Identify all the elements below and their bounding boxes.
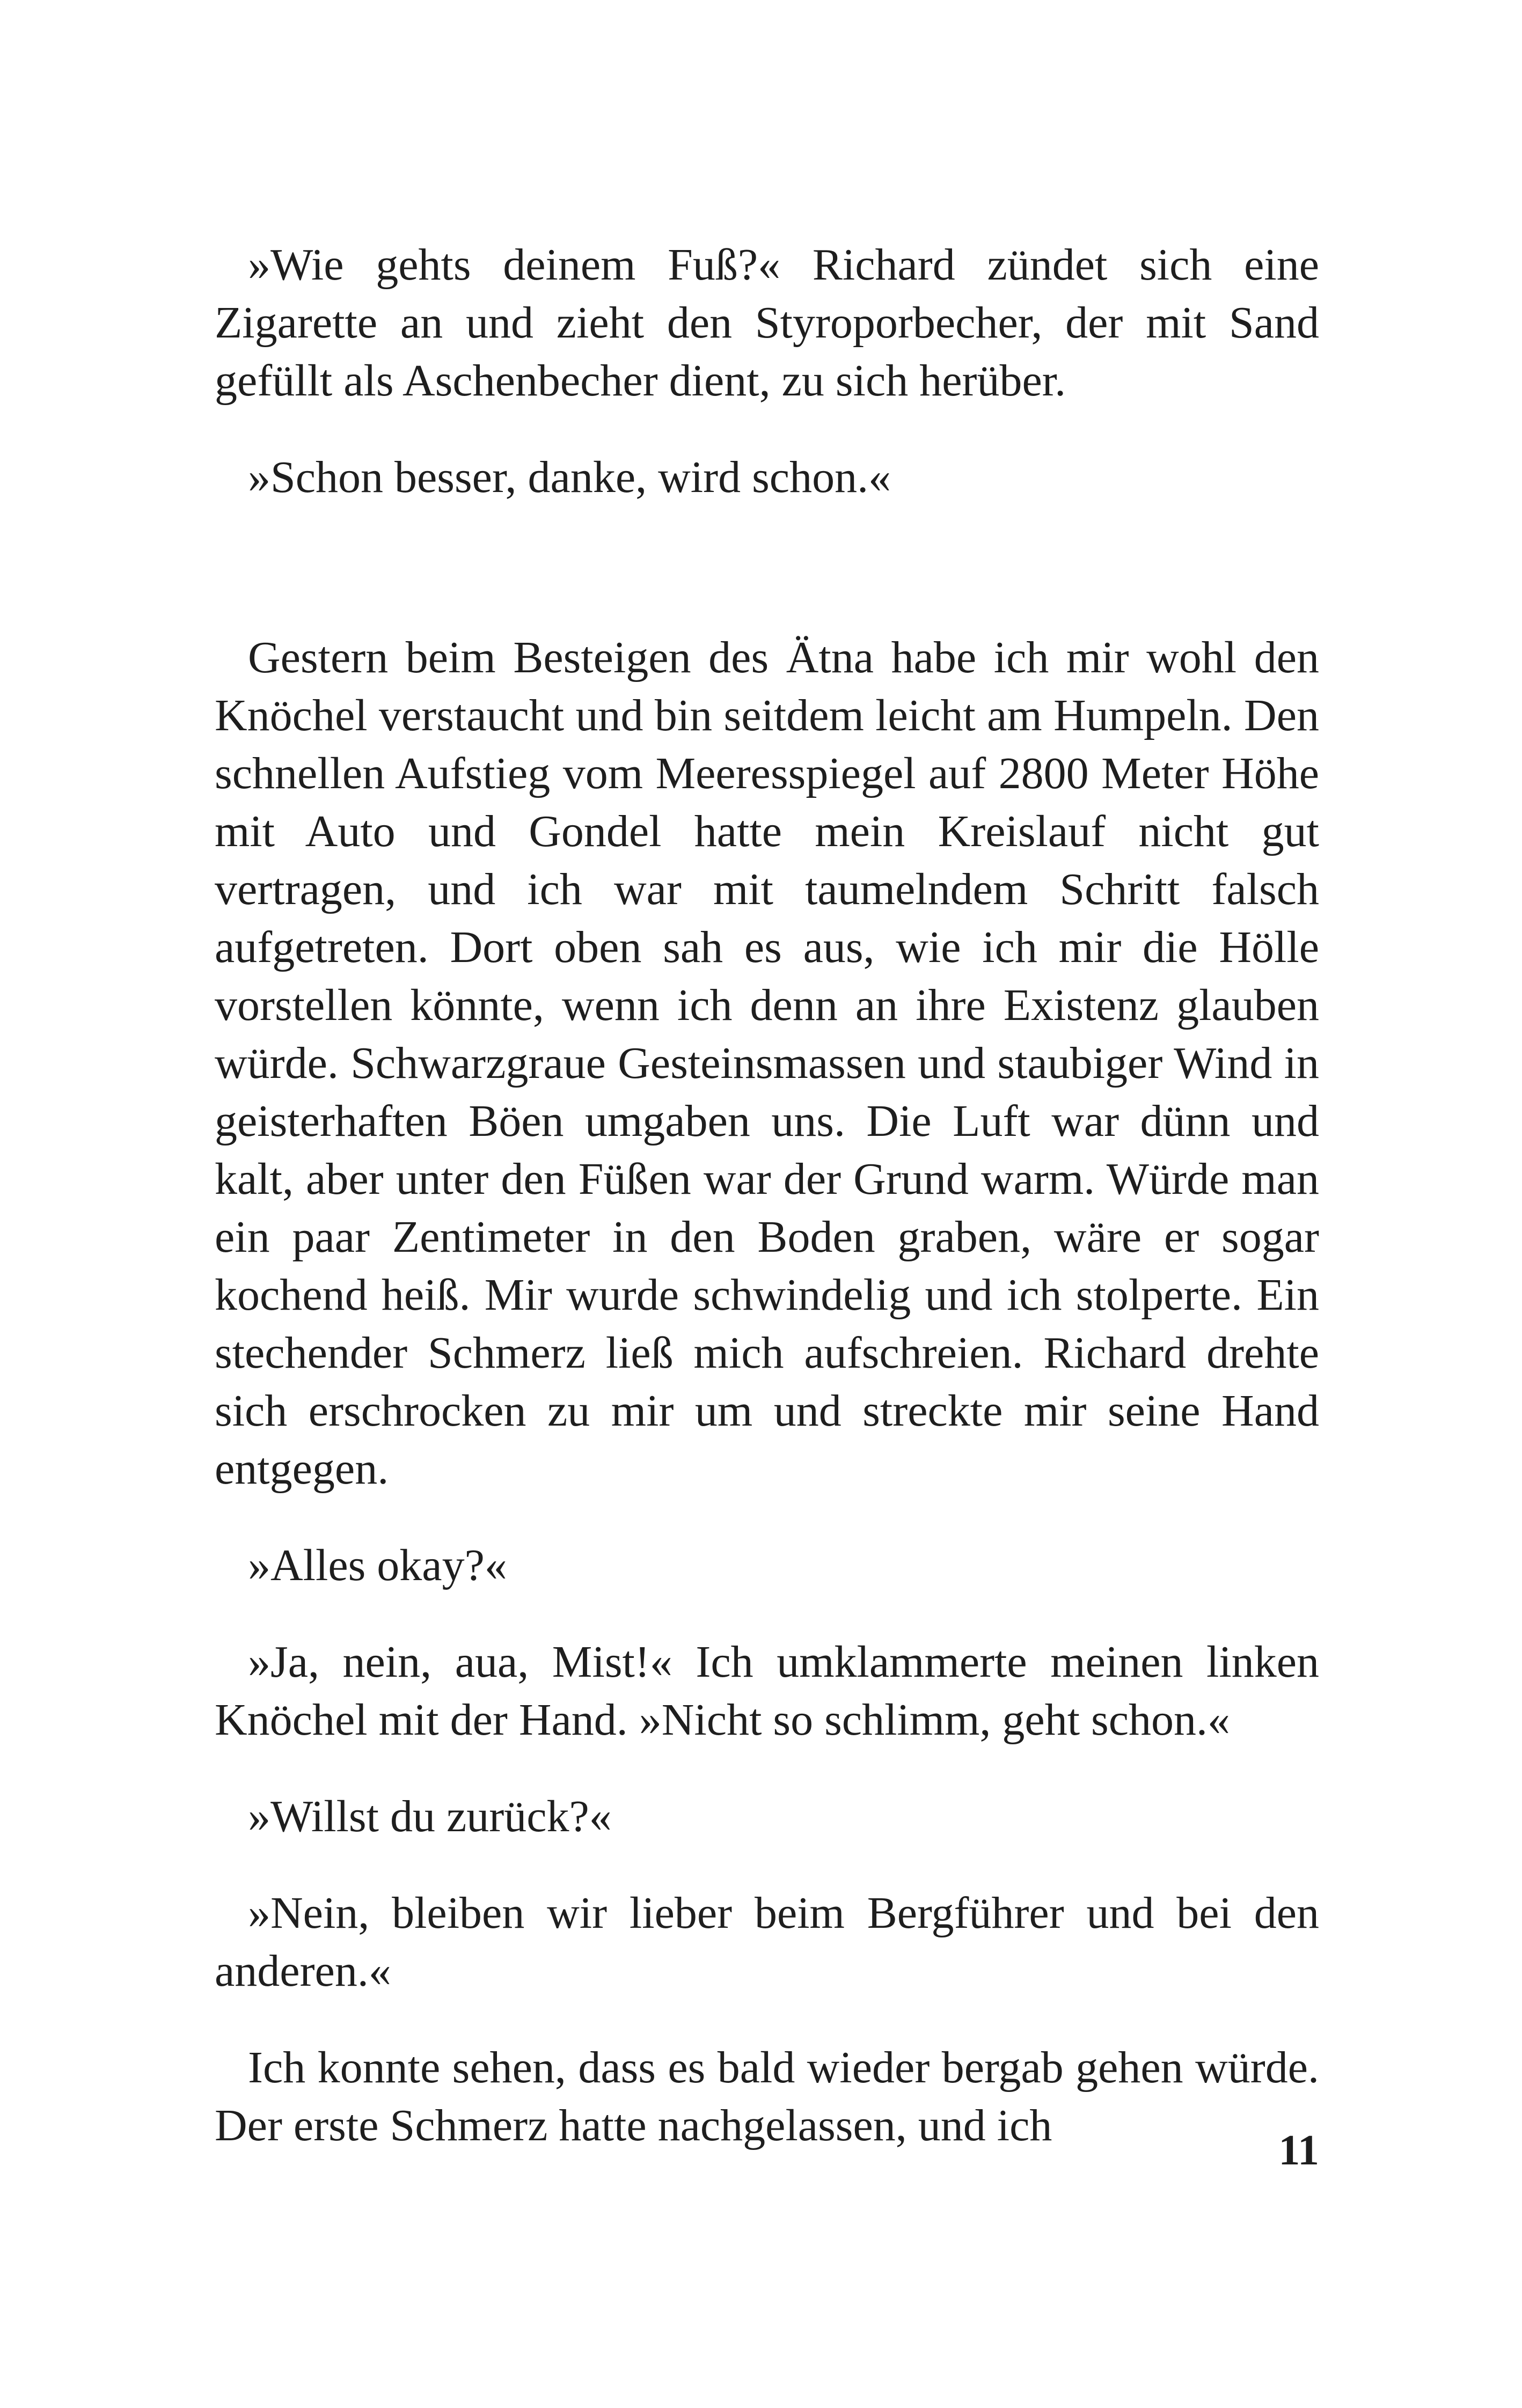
text-block-flashback	[215, 629, 1319, 2155]
paragraph-dialogue: »Ja, nein, aua, Mist!« Ich umklammerte meinen linken Knöchel mit der Hand. »Nicht so schlimm, geht schon.«	[215, 1637, 1319, 1745]
paragraph-dialogue: »Alles okay?«	[248, 1540, 507, 1590]
paragraph-dialogue-question: »Wie gehts deinem Fuß?« Richard zündet sich eine Zigarette an und zieht den Styroporbecher, der mit Sand gefüllt als Aschenbecher dient, zu sich herüber.	[215, 240, 1319, 406]
paragraph-narrative-continued: Ich konnte sehen, dass es bald wieder bergab gehen würde. Der erste Schmerz hatte nachgelassen, und ich	[215, 2043, 1319, 2150]
page-number: 11	[1278, 2127, 1319, 2174]
paragraph-dialogue: »Nein, bleiben wir lieber beim Bergführer und bei den anderen.«	[215, 1888, 1319, 1996]
paragraph-dialogue-answer: »Schon besser, danke, wird schon.«	[248, 452, 891, 502]
text-block-opening	[215, 236, 1319, 506]
paragraph-dialogue: »Willst du zurück?«	[248, 1792, 612, 1841]
paragraph-narrative: Gestern beim Besteigen des Ätna habe ich mir wohl den Knöchel verstaucht und bin seitdem leicht am Humpeln. Den schnellen Aufstieg vom Meeresspiegel auf 2800 Meter Höhe mit Auto und Gondel hatte mein Kreislauf nicht gut vertragen, und ich war mit taumelndem Schritt falsch aufgetreten. Dort oben sah es aus, wie ich mir die Hölle vorstellen könnte, wenn ich denn an ihre Existenz glauben würde. Schwarzgraue Gesteinsmassen und staubiger Wind in geisterhaften Böen umgaben uns. Die Luft war dünn und kalt, aber unter den Füßen war der Grund warm. Würde man ein paar Zentimeter in den Boden graben, wäre er sogar kochend heiß. Mir wurde schwindelig und ich stolperte. Ein stechender Schmerz ließ mich aufschreien. Richard drehte sich erschrocken zu mir um und streckte mir seine Hand entgegen.	[215, 633, 1319, 1494]
